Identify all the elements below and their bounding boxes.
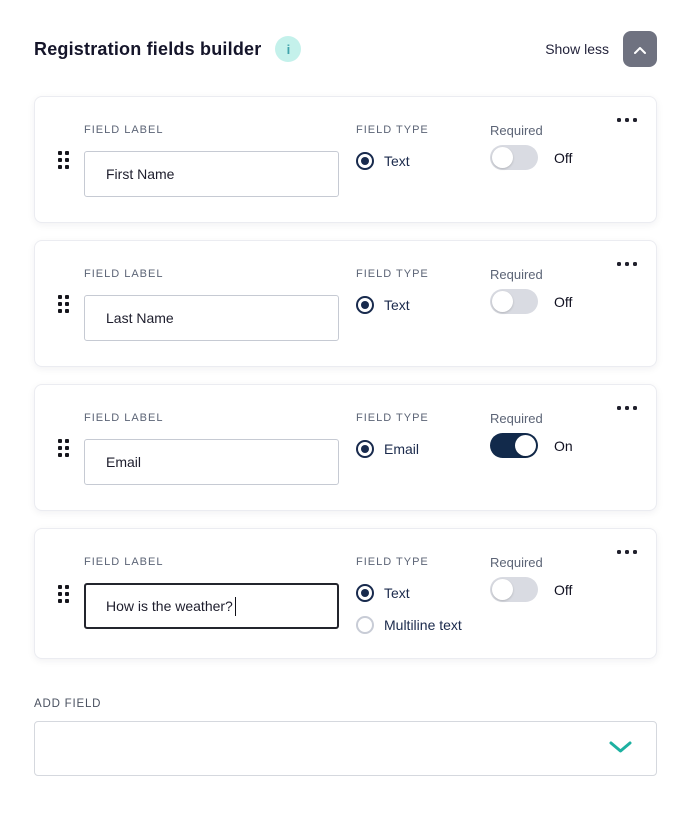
field-label-caption: FIELD LABEL [84,124,164,136]
show-less-link[interactable]: Show less [545,41,609,57]
toggle-state-label: Off [554,293,573,310]
field-label-value: How is the weather? [106,598,233,614]
add-field-dropdown[interactable] [34,721,657,776]
text-cursor [235,597,236,616]
required-toggle[interactable] [490,577,538,602]
radio-selected-icon [356,440,374,458]
required-toggle[interactable] [490,289,538,314]
required-caption: Required [490,123,543,138]
field-card-last-name [34,240,657,367]
field-type-caption: FIELD TYPE [356,556,429,568]
chevron-up-icon [634,42,646,57]
required-caption: Required [490,267,543,282]
radio-selected-icon [356,296,374,314]
drag-handle-icon[interactable] [58,151,69,169]
toggle-knob [492,147,513,168]
field-type-option[interactable]: Email [356,440,490,458]
toggle-state-label: Off [554,149,573,166]
field-label-caption: FIELD LABEL [84,268,164,280]
add-field-section [34,698,657,776]
toggle-knob [515,435,536,456]
header [34,31,657,67]
field-card-email [34,384,657,511]
page-title: Registration fields builder [34,38,262,59]
toggle-state-label: On [554,437,573,454]
drag-handle-icon[interactable] [58,295,69,313]
required-caption: Required [490,555,543,570]
collapse-button[interactable] [623,31,657,67]
required-toggle[interactable] [490,433,538,458]
field-label-input[interactable] [84,583,339,629]
field-label-input[interactable] [84,439,339,485]
field-type-caption: FIELD TYPE [356,412,429,424]
required-toggle[interactable] [490,145,538,170]
field-card-first-name [34,96,657,223]
field-label-caption: FIELD LABEL [84,412,164,424]
field-label-input[interactable] [84,151,339,197]
toggle-knob [492,579,513,600]
more-options-button[interactable] [615,260,639,268]
field-type-caption: FIELD TYPE [356,124,429,136]
drag-handle-icon[interactable] [58,439,69,457]
radio-selected-icon [356,584,374,602]
radio-unselected-icon [356,616,374,634]
field-label-value: Email [106,454,142,470]
field-label-value: Last Name [106,310,174,326]
chevron-down-icon [609,740,632,758]
field-type-option[interactable]: Text [356,296,490,314]
required-caption: Required [490,411,543,426]
field-card-custom-question [34,528,657,659]
toggle-knob [492,291,513,312]
info-icon[interactable]: i [275,36,301,62]
add-field-caption: ADD FIELD [34,698,102,710]
more-options-button[interactable] [615,116,639,124]
more-options-button[interactable] [615,548,639,556]
radio-selected-icon [356,152,374,170]
field-label-caption: FIELD LABEL [84,556,164,568]
field-type-option[interactable]: Text [356,584,490,602]
toggle-state-label: Off [554,581,573,598]
field-label-value: First Name [106,166,175,182]
field-type-option[interactable]: Text [356,152,490,170]
field-label-input[interactable] [84,295,339,341]
field-type-caption: FIELD TYPE [356,268,429,280]
more-options-button[interactable] [615,404,639,412]
drag-handle-icon[interactable] [58,585,69,603]
field-type-option[interactable]: Multiline text [356,616,490,634]
